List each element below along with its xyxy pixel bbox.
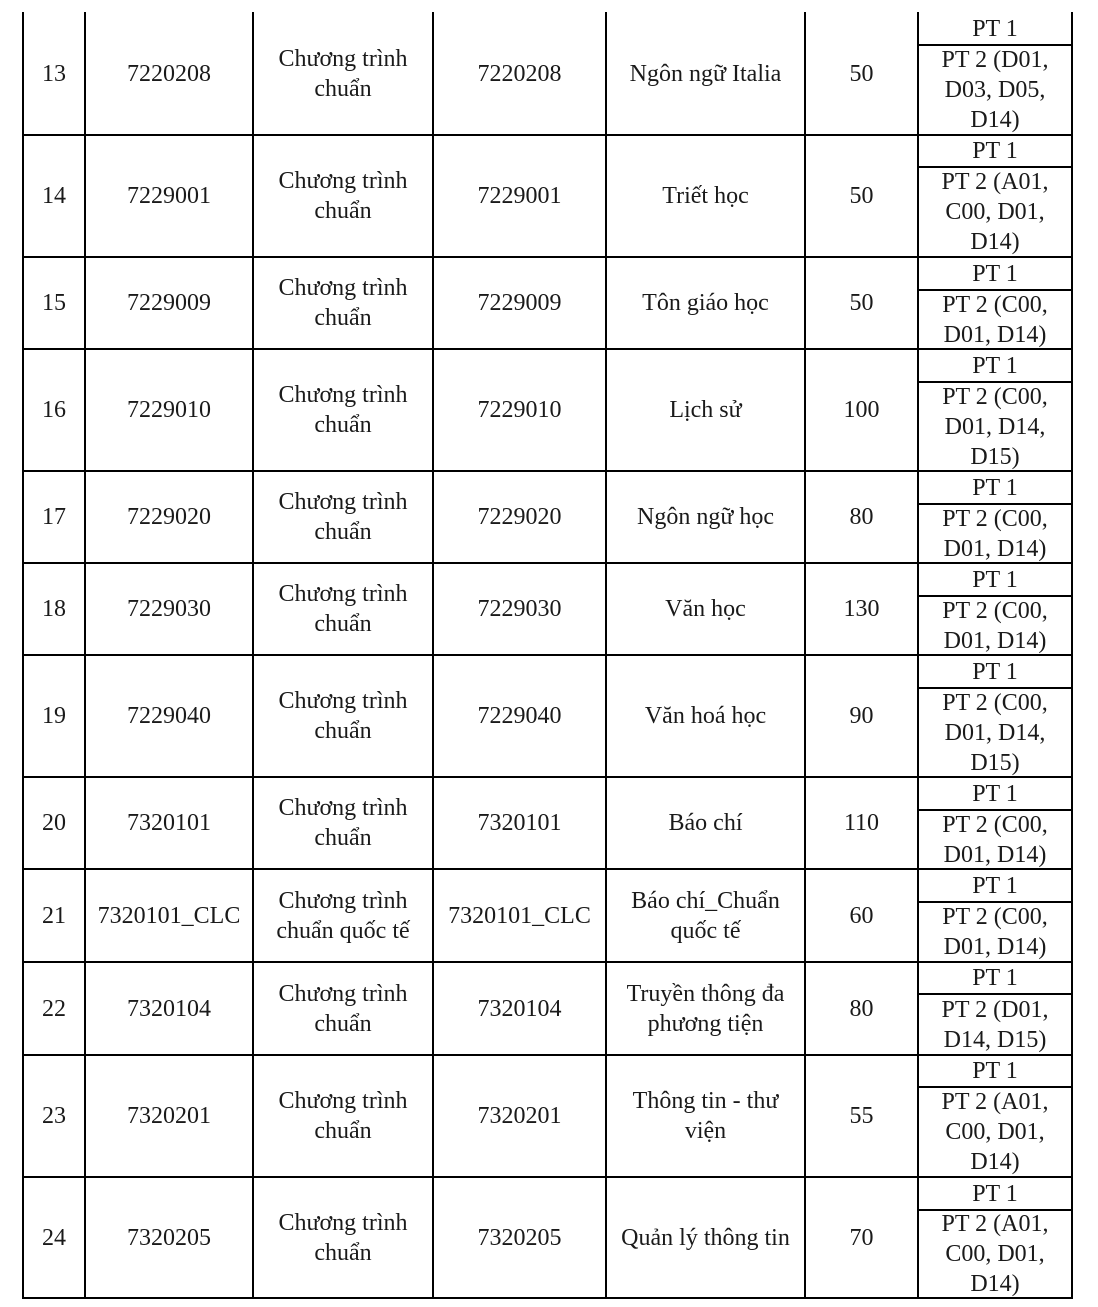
- major-name-cell: Ngôn ngữ học: [637, 504, 774, 530]
- major-code-cell: 7320101: [477, 810, 562, 836]
- method-1-cell: PT 1: [972, 15, 1018, 42]
- method-2-cell: PT 2 (A01, C00, D01, D14): [941, 1089, 1049, 1175]
- quota-cell: 55: [849, 1103, 874, 1129]
- quota-cell: 50: [849, 60, 874, 87]
- quota-cell: 50: [849, 183, 874, 209]
- major-name-cell: Ngôn ngữ Italia: [629, 60, 782, 87]
- sub-row-divider: [918, 901, 1072, 903]
- method-2-cell: PT 2 (C00, D01, D14): [942, 597, 1048, 654]
- major-code-cell: 7320104: [477, 995, 562, 1022]
- row-divider: [22, 776, 1073, 778]
- row-divider: [22, 1176, 1073, 1178]
- sub-row-divider: [918, 503, 1072, 505]
- program-cell: Chương trình chuẩn: [278, 168, 408, 224]
- sub-row-divider: [918, 809, 1072, 811]
- row-number: 14: [42, 183, 66, 209]
- quota-cell: 130: [843, 596, 880, 622]
- major-name-cell: Truyền thông đa phương tiện: [626, 980, 785, 1037]
- program-cell: Chương trình chuẩn: [278, 382, 408, 438]
- row-divider: [22, 134, 1073, 136]
- row-number: 23: [42, 1103, 66, 1129]
- code-cell: 7320205: [127, 1224, 211, 1251]
- quota-cell: 60: [849, 902, 874, 929]
- code-cell: 7229040: [127, 703, 211, 729]
- program-cell: Chương trình chuẩn: [278, 45, 408, 102]
- method-2-cell: PT 2 (C00, D01, D14): [942, 904, 1048, 960]
- code-cell: 7229030: [127, 596, 211, 622]
- quota-cell: 90: [849, 703, 874, 729]
- major-name-cell: Văn học: [665, 596, 746, 622]
- method-1-cell: PT 1: [972, 872, 1018, 899]
- row-divider: [22, 1297, 1073, 1299]
- row-number: 18: [42, 596, 66, 622]
- sub-row-divider: [918, 381, 1072, 383]
- major-name-cell: Triết học: [662, 183, 749, 209]
- method-2-cell: PT 2 (C00, D01, D14): [942, 291, 1048, 348]
- method-2-cell: PT 2 (D01, D03, D05, D14): [941, 47, 1049, 133]
- row-number: 16: [42, 397, 66, 423]
- code-cell: 7229010: [127, 397, 211, 423]
- major-code-cell: 7229030: [477, 596, 562, 622]
- sub-row-divider: [918, 166, 1072, 168]
- program-cell: Chương trình chuẩn: [278, 1088, 408, 1144]
- major-name-cell: Văn hoá học: [644, 703, 767, 729]
- sub-row-divider: [918, 44, 1072, 46]
- quota-cell: 110: [843, 810, 880, 836]
- major-name-cell: Lịch sử: [669, 397, 742, 423]
- code-cell: 7229001: [127, 183, 211, 209]
- major-code-cell: 7229001: [477, 183, 562, 209]
- sub-row-divider: [918, 1086, 1072, 1088]
- row-number: 20: [42, 810, 66, 836]
- major-code-cell: 7220208: [477, 60, 562, 87]
- row-number: 13: [42, 60, 66, 87]
- program-cell: Chương trình chuẩn: [278, 489, 408, 545]
- row-number: 15: [42, 290, 66, 316]
- row-divider: [22, 961, 1073, 963]
- major-name-cell: Quản lý thông tin: [621, 1224, 790, 1251]
- method-1-cell: PT 1: [972, 780, 1018, 807]
- code-cell: 7320104: [127, 995, 211, 1022]
- code-cell: 7320101_CLC: [97, 902, 241, 929]
- major-name-cell: Báo chí_Chuẩn quốc tế: [631, 887, 780, 944]
- method-2-cell: PT 2 (A01, C00, D01, D14): [941, 169, 1049, 255]
- program-cell: Chương trình chuẩn: [278, 275, 408, 331]
- method-2-cell: PT 2 (C00, D01, D14, D15): [942, 383, 1048, 470]
- method-2-cell: PT 2 (A01, C00, D01, D14): [941, 1211, 1049, 1297]
- major-name-cell: Tôn giáo học: [642, 290, 769, 316]
- code-cell: 7220208: [127, 60, 211, 87]
- method-1-cell: PT 1: [972, 1058, 1018, 1084]
- method-1-cell: PT 1: [972, 566, 1018, 593]
- method-1-cell: PT 1: [972, 138, 1018, 164]
- program-cell: Chương trình chuẩn: [278, 980, 408, 1037]
- code-cell: 7320201: [127, 1103, 211, 1129]
- method-1-cell: PT 1: [972, 352, 1018, 379]
- major-code-cell: 7229040: [477, 703, 562, 729]
- row-divider: [22, 348, 1073, 350]
- method-2-cell: PT 2 (C00, D01, D14, D15): [942, 689, 1048, 776]
- row-number: 22: [42, 995, 66, 1022]
- program-cell: Chương trình chuẩn: [278, 795, 408, 851]
- row-divider: [22, 654, 1073, 656]
- method-1-cell: PT 1: [972, 260, 1018, 287]
- major-code-cell: 7320205: [477, 1224, 562, 1251]
- method-1-cell: PT 1: [972, 1180, 1018, 1207]
- quota-cell: 50: [849, 290, 874, 316]
- row-number: 21: [42, 902, 66, 929]
- method-1-cell: PT 1: [972, 658, 1018, 685]
- major-code-cell: 7320101_CLC: [448, 902, 591, 929]
- sub-row-divider: [918, 1209, 1072, 1211]
- sub-row-divider: [918, 595, 1072, 597]
- code-cell: 7320101: [127, 810, 211, 836]
- method-2-cell: PT 2 (C00, D01, D14): [942, 505, 1048, 562]
- quota-cell: 70: [849, 1224, 874, 1251]
- method-1-cell: PT 1: [972, 965, 1018, 991]
- row-divider: [22, 1054, 1073, 1056]
- row-divider: [22, 868, 1073, 870]
- row-number: 19: [42, 703, 66, 729]
- row-number: 24: [42, 1224, 66, 1251]
- sub-row-divider: [918, 289, 1072, 291]
- major-name-cell: Thông tin - thư viện: [632, 1088, 779, 1144]
- sub-row-divider: [918, 687, 1072, 689]
- major-code-cell: 7229009: [477, 290, 562, 316]
- program-cell: Chương trình chuẩn: [278, 688, 408, 744]
- program-cell: Chương trình chuẩn quốc tế: [276, 887, 410, 944]
- program-cell: Chương trình chuẩn: [278, 1209, 408, 1266]
- row-number: 17: [42, 504, 66, 530]
- code-cell: 7229020: [127, 504, 211, 530]
- major-code-cell: 7229010: [477, 397, 562, 423]
- method-1-cell: PT 1: [972, 474, 1018, 501]
- method-2-cell: PT 2 (C00, D01, D14): [942, 811, 1048, 868]
- method-2-cell: PT 2 (D01, D14, D15): [941, 996, 1049, 1053]
- row-divider: [22, 562, 1073, 564]
- sub-row-divider: [918, 993, 1072, 995]
- major-name-cell: Báo chí: [668, 810, 743, 836]
- row-divider: [22, 470, 1073, 472]
- quota-cell: 100: [843, 397, 880, 423]
- quota-cell: 80: [849, 504, 874, 530]
- row-divider: [22, 256, 1073, 258]
- program-cell: Chương trình chuẩn: [278, 581, 408, 637]
- code-cell: 7229009: [127, 290, 211, 316]
- major-code-cell: 7320201: [477, 1103, 562, 1129]
- quota-cell: 80: [849, 995, 874, 1022]
- major-code-cell: 7229020: [477, 504, 562, 530]
